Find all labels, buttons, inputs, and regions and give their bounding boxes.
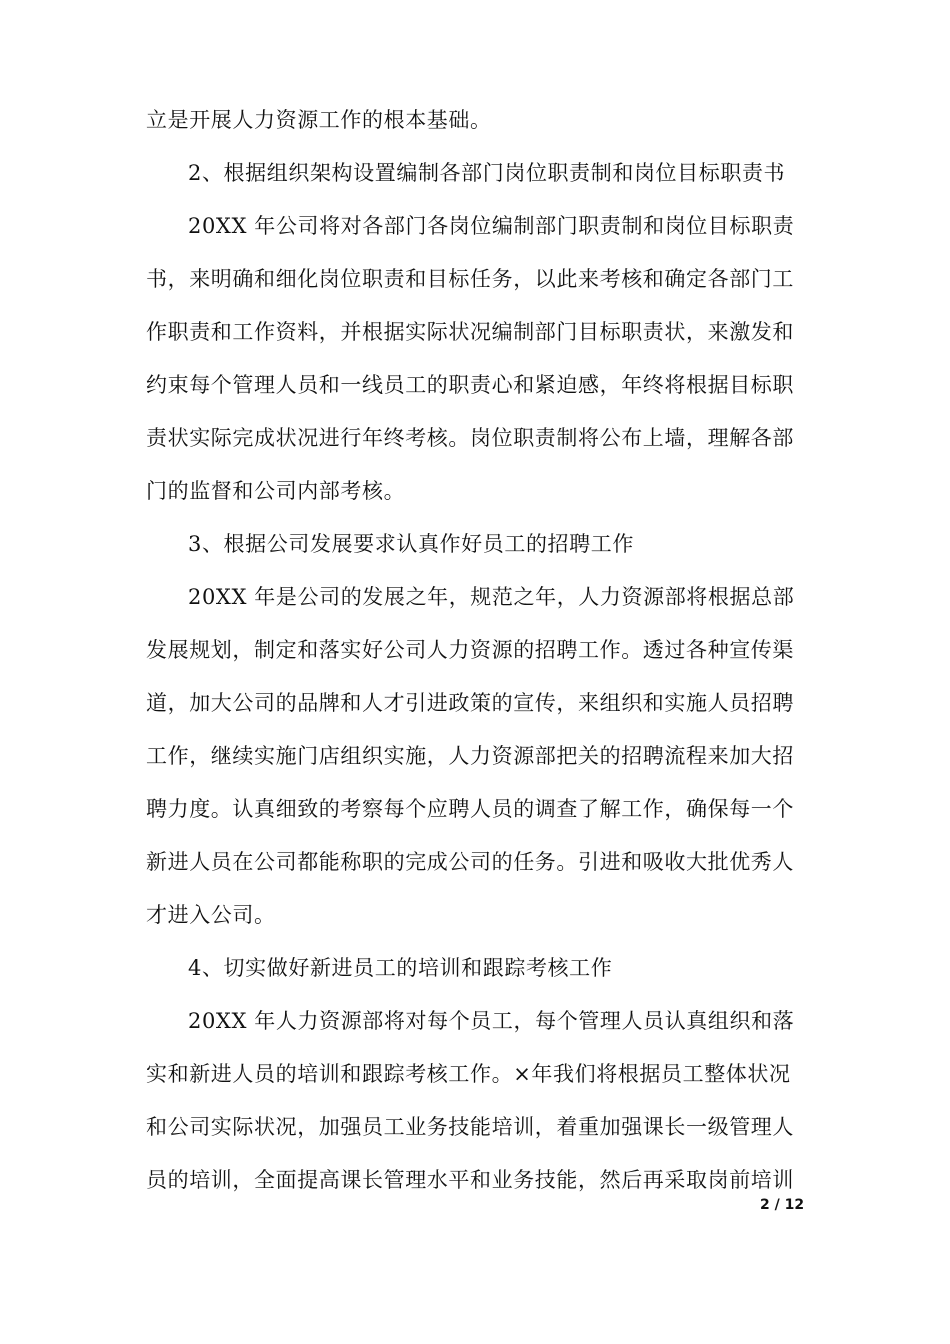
- text-line: 新进人员在公司都能称职的完成公司的任务。引进和吸收大批优秀人: [146, 850, 794, 874]
- text-line: 和公司实际状况，加强员工业务技能培训，着重加强课长一级管理人: [146, 1115, 794, 1139]
- text-line: 约束每个管理人员和一线员工的职责心和紧迫感，年终将根据目标职: [146, 373, 794, 397]
- text-line: 20XX 年是公司的发展之年，规范之年，人力资源部将根据总部: [188, 585, 795, 609]
- text-line: 聘力度。认真细致的考察每个应聘人员的调查了解工作，确保每一个: [146, 797, 794, 821]
- text-line: 书，来明确和细化岗位职责和目标任务，以此来考核和确定各部门工: [146, 267, 794, 291]
- text-line: 20XX 年公司将对各部门各岗位编制部门职责制和岗位目标职责: [188, 214, 795, 238]
- text-line: 实和新进人员的培训和跟踪考核工作。×年我们将根据员工整体状况: [146, 1062, 791, 1086]
- text-line: 立是开展人力资源工作的根本基础。: [146, 108, 492, 132]
- text-line: 工作，继续实施门店组织实施，人力资源部把关的招聘流程来加大招: [146, 744, 794, 768]
- text-line: 员的培训，全面提高课长管理水平和业务技能，然后再采取岗前培训: [146, 1168, 794, 1192]
- section-heading: 4、切实做好新进员工的培训和跟踪考核工作: [188, 956, 613, 980]
- text-line: 才进入公司。: [146, 903, 276, 927]
- text-line: 20XX 年人力资源部将对每个员工，每个管理人员认真组织和落: [188, 1009, 795, 1033]
- text-line: 发展规划，制定和落实好公司人力资源的招聘工作。透过各种宣传渠: [146, 638, 794, 662]
- section-heading: 2、根据组织架构设置编制各部门岗位职责制和岗位目标职责书: [188, 161, 786, 185]
- section-heading: 3、根据公司发展要求认真作好员工的招聘工作: [188, 532, 634, 556]
- text-line: 作职责和工作资料，并根据实际状况编制部门目标职责状，来激发和: [146, 320, 794, 344]
- page-number: 2 / 12: [760, 1197, 805, 1213]
- text-line: 责状实际完成状况进行年终考核。岗位职责制将公布上墙，理解各部: [146, 426, 794, 450]
- text-line: 道，加大公司的品牌和人才引进政策的宣传，来组织和实施人员招聘: [146, 691, 794, 715]
- text-line: 门的监督和公司内部考核。: [146, 479, 406, 503]
